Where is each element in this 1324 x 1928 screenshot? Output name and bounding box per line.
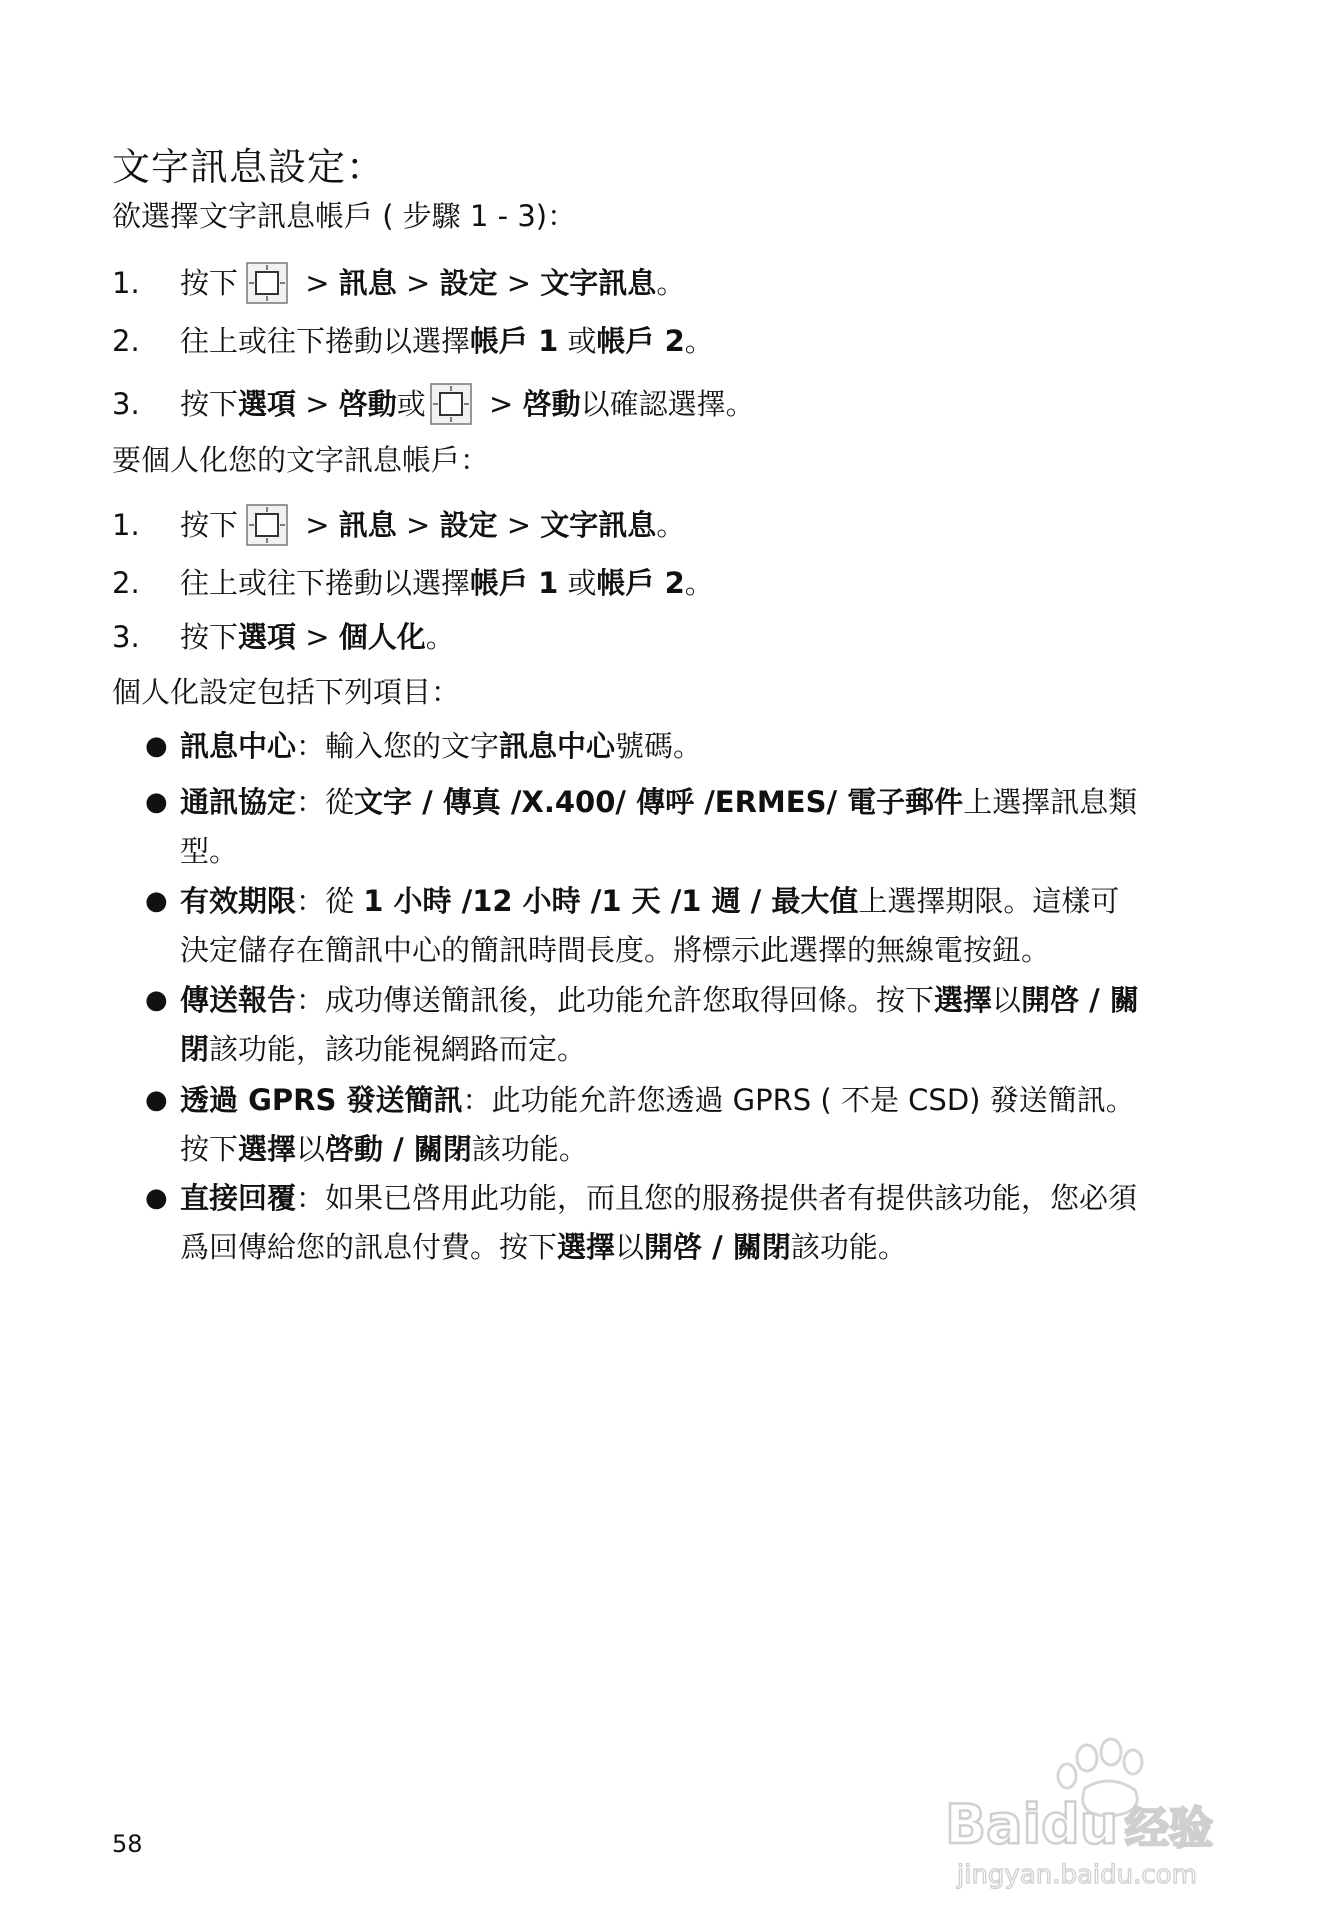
intro-items: 個人化設定包括下列項目：: [112, 675, 461, 709]
bullet-dot-icon: ●: [145, 1085, 168, 1115]
bullet-delivery-report: [145, 976, 1145, 1074]
step-text: 或: [396, 387, 426, 421]
step-b-2: [112, 563, 714, 603]
bullet-dot-icon: ●: [145, 985, 168, 1015]
bullet-direct-reply: [145, 1174, 1145, 1272]
bullet-text: 以: [615, 1230, 645, 1264]
menu-path-text-message: 文字訊息: [540, 508, 657, 542]
bullet-send-via-gprs: [145, 1076, 1145, 1174]
bullet-dot-icon: ●: [145, 1183, 168, 1213]
separator: >: [296, 508, 339, 542]
step-text: 按下: [180, 266, 239, 300]
intro-personalize: 要個人化您的文字訊息帳戶：: [112, 443, 490, 477]
separator: >: [296, 387, 339, 421]
step-a-1: [112, 260, 685, 306]
step-a-2: [112, 321, 714, 361]
step-text: 往上或往下捲動以選擇: [180, 324, 471, 358]
bullet-emphasis: 訊息中心: [499, 729, 616, 763]
bullet-text: 上選擇期限。這樣可決定儲存在簡訊中心的簡訊時間長度。將標示此選擇的無線電按鈕。: [180, 884, 1120, 967]
bullet-title: 訊息中心: [180, 729, 297, 763]
watermark-suffix: 经验: [1125, 1803, 1213, 1854]
bullet-text: 號碼。: [615, 729, 703, 763]
bullet-emphasis: 開啓 / 關閉: [644, 1230, 791, 1264]
separator: >: [497, 266, 541, 300]
step-number: 3.: [112, 387, 140, 421]
menu-path-settings: 設定: [439, 508, 498, 542]
bullet-emphasis: 啓動 / 關閉: [325, 1132, 472, 1166]
menu-path-text-message: 文字訊息: [540, 266, 657, 300]
bullet-dot-icon: ●: [145, 731, 168, 761]
bullet-text: 以: [296, 1132, 326, 1166]
step-number: 2.: [112, 566, 140, 600]
bullet-text: ：如果已啓用此功能，而且您的服務提供者有提供該功能，您必須爲回傳給您的訊息付費。按下: [180, 1181, 1138, 1264]
menu-path-settings: 設定: [439, 266, 498, 300]
section-heading: 文字訊息設定：: [112, 145, 386, 189]
menu-key-icon: [244, 502, 290, 548]
bullet-protocol: [145, 778, 1145, 876]
step-end: 。: [656, 266, 686, 300]
step-end: 。: [425, 620, 455, 654]
watermark-brand: Baidu: [945, 1793, 1119, 1856]
account-1-label: 帳戶 1: [470, 566, 559, 600]
options-label: 選項: [238, 387, 297, 421]
bullet-dot-icon: ●: [145, 886, 168, 916]
watermark-url: jingyan.baidu.com: [957, 1860, 1197, 1890]
step-text: 或: [558, 324, 597, 358]
separator: >: [396, 508, 440, 542]
account-2-label: 帳戶 2: [596, 324, 685, 358]
step-text: 按下: [180, 508, 239, 542]
bullet-title: 透過 GPRS 發送簡訊: [180, 1083, 463, 1117]
bullet-emphasis: 開啓 / 關閉: [180, 983, 1139, 1066]
separator: >: [497, 508, 541, 542]
step-end: 。: [684, 324, 714, 358]
bullet-text: ：此功能允許您透過 GPRS ( 不是 CSD) 發送簡訊。按下: [180, 1083, 1135, 1166]
account-2-label: 帳戶 2: [596, 566, 685, 600]
bullet-text: 上選擇訊息類型。: [180, 785, 1138, 868]
bullet-title: 通訊協定: [180, 785, 297, 819]
step-number: 1.: [112, 508, 140, 542]
bullet-dot-icon: ●: [145, 787, 168, 817]
bullet-text: ：輸入您的文字: [296, 729, 500, 763]
menu-key-icon: [244, 260, 290, 306]
bullet-validity-period: [145, 877, 1145, 975]
menu-path-messages: 訊息: [338, 508, 397, 542]
bullet-emphasis: 選擇: [238, 1132, 297, 1166]
bullet-title: 傳送報告: [180, 983, 297, 1017]
page-number: 58: [112, 1830, 143, 1858]
bullet-title: 直接回覆: [180, 1181, 297, 1215]
menu-key-icon: [428, 381, 474, 427]
step-end: 以確認選擇。: [580, 387, 755, 421]
step-number: 2.: [112, 324, 140, 358]
options-label: 選項: [238, 620, 297, 654]
bullet-text: 該功能，該功能視網路而定。: [209, 1032, 587, 1066]
step-text: 往上或往下捲動以選擇: [180, 566, 471, 600]
baidu-watermark-icon: [935, 1728, 1255, 1898]
bullet-text: 該功能。: [790, 1230, 907, 1264]
step-a-3: [112, 381, 755, 427]
activate-label: 啓動: [338, 387, 397, 421]
bullet-title: 有效期限: [180, 884, 297, 918]
account-1-label: 帳戶 1: [470, 324, 559, 358]
step-number: 1.: [112, 266, 140, 300]
step-end: 。: [656, 508, 686, 542]
bullet-message-center: [145, 722, 1145, 771]
separator: >: [296, 620, 339, 654]
menu-path-messages: 訊息: [338, 266, 397, 300]
step-number: 3.: [112, 620, 140, 654]
step-b-1: [112, 502, 685, 548]
bullet-emphasis: 1 小時 /12 小時 /1 天 /1 週 / 最大值: [363, 884, 859, 918]
bullet-text: 該功能。: [471, 1132, 588, 1166]
bullet-emphasis: 選擇: [934, 983, 993, 1017]
step-text: 或: [558, 566, 597, 600]
separator: >: [479, 387, 523, 421]
step-text: 按下: [180, 387, 239, 421]
bullet-text: 以: [992, 983, 1022, 1017]
step-text: 按下: [180, 620, 239, 654]
separator: >: [296, 266, 339, 300]
bullet-emphasis: 選擇: [557, 1230, 616, 1264]
bullet-text: ：從: [296, 785, 355, 819]
step-end: 。: [684, 566, 714, 600]
step-b-3: [112, 617, 455, 657]
bullet-emphasis: 文字 / 傳真 /X.400/ 傳呼 /ERMES/ 電子郵件: [354, 785, 964, 819]
bullet-text: ：從: [296, 884, 364, 918]
personalize-label: 個人化: [338, 620, 426, 654]
activate-label: 啓動: [522, 387, 581, 421]
separator: >: [396, 266, 440, 300]
bullet-text: ：成功傳送簡訊後，此功能允許您取得回條。按下: [296, 983, 935, 1017]
intro-select-account: 欲選擇文字訊息帳戶 ( 步驟 1 - 3)：: [112, 199, 577, 233]
